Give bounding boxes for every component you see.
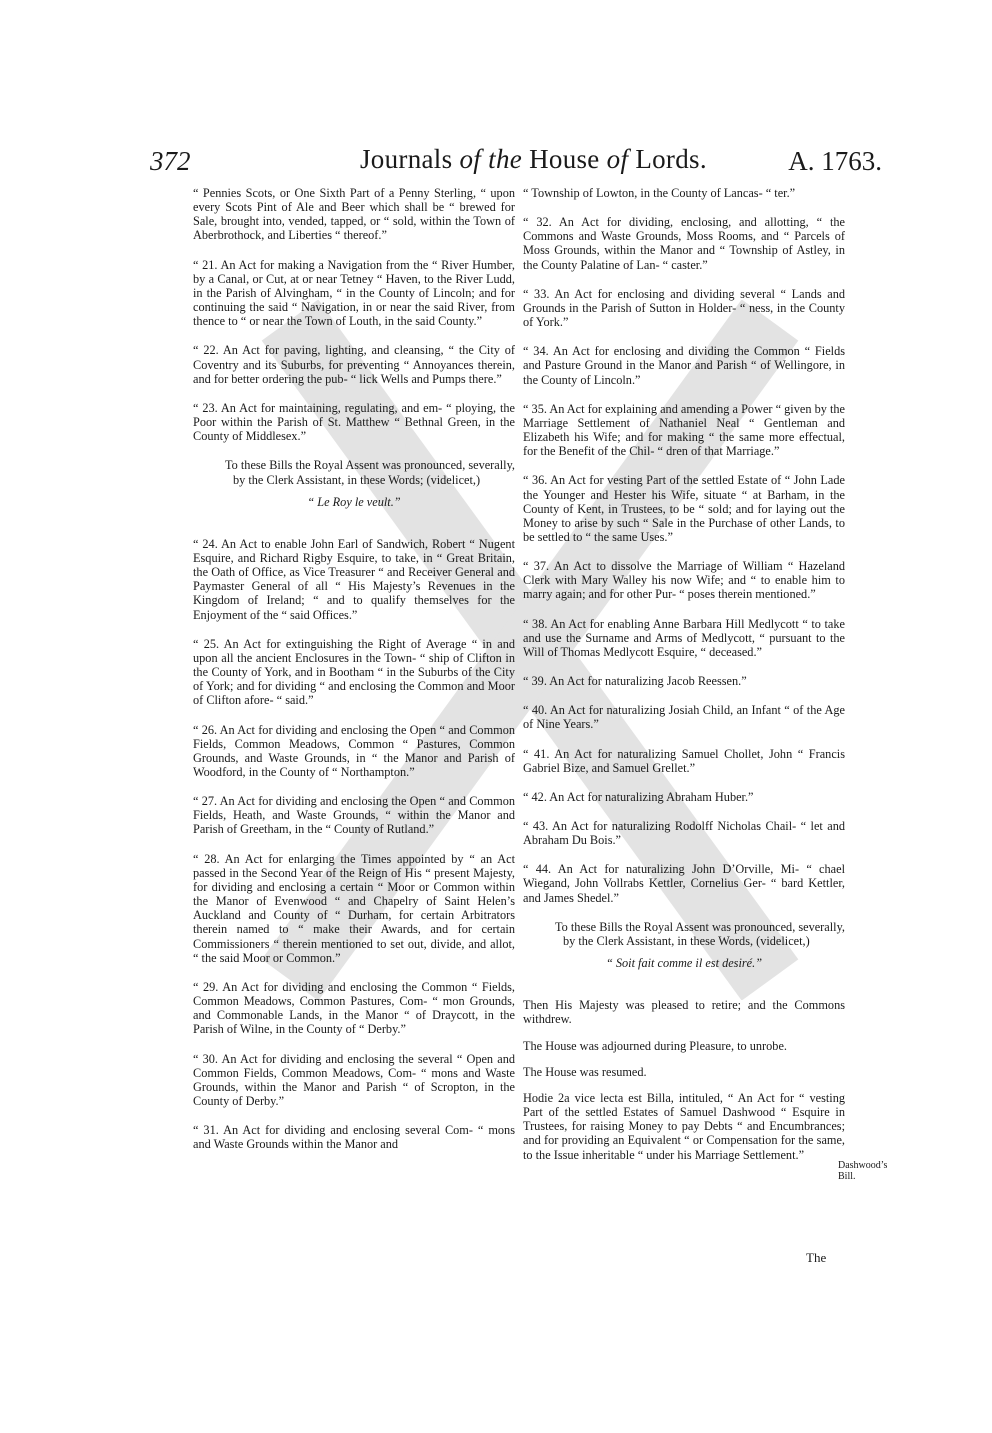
act-paragraph: “ 31. An Act for dividing and enclosing several Com- “ mons and Waste Grounds within the Manor and	[193, 1123, 515, 1152]
act-paragraph: “ 38. An Act for enabling Anne Barbara Hill Medlycott “ to take and use the Surname and Arms of Medlycott, “ pursuant to the Will of Thomas Medlycott Esquire, “ deceased.”	[523, 616, 845, 659]
left-column	[193, 186, 515, 1166]
marginal-note: Dashwood’s Bill.	[838, 1160, 888, 1182]
act-paragraph: “ 26. An Act for dividing and enclosing the Open “ and Common Fields, Common Meadows, Common “ Pastures, Common Grounds, and Waste Grounds, in “ the Manor and Parish of Woodford, in the County of “ Northampton.”	[193, 722, 515, 779]
act-paragraph: “ 42. An Act for naturalizing Abraham Huber.”	[523, 789, 754, 804]
proceedings-paragraph: The House was adjourned during Pleasure, to unrobe.	[523, 1038, 787, 1053]
page-header	[150, 140, 890, 190]
act-paragraph: “ 25. An Act for extinguishing the Right of Average “ in and upon all the ancient Enclosures in the Town- “ ship of Clifton in the County of York, and in Bootham “ in the Suburbs of the City of York; and for dividing “ and enclosing the Common and Moor of Clifton afore- “ said.”	[193, 636, 515, 708]
proceedings-paragraph: The House was resumed.	[523, 1064, 647, 1079]
act-paragraph: “ 22. An Act for paving, lighting, and cleansing, “ the City of Coventry and its Suburbs, for preventing “ Annoyances therein, and for better ordering the pub- “ lick Wells and Pumps there.”	[193, 343, 515, 386]
act-paragraph: “ 23. An Act for maintaining, regulating, and em- “ ploying, the Poor within the Parish of St. Matthew “ Bethnal Green, in the County of Middlesex.”	[193, 400, 515, 444]
act-paragraph: “ 35. An Act for explaining and amending a Power “ given by the Marriage Settlement of Nathaniel Neal “ Gentleman and Elizabeth his Wife; and for making “ the same more effectual, for the Benefit of the Chil- “ dren of that Marriage.”	[523, 401, 845, 459]
act-paragraph: “ 30. An Act for dividing and enclosing the several “ Open and Common Fields, Common Meadows, Com- “ mons and Waste Grounds, within the Manor and Parish “ of Scropton, in the County of Derby.”	[193, 1051, 515, 1108]
royal-assent-statement: To these Bills the Royal Assent was pronounced, severally, by the Clerk Assistant, in these Words, (videlicet,)	[555, 919, 845, 948]
act-paragraph: “ 44. An Act for naturalizing John D’Orville, Mi- “ chael Wiegand, John Vollrabs Kettler, Cornelius Ger- “ bard Kettler, and James Shedel.”	[523, 862, 845, 905]
act-paragraph: “ 21. An Act for making a Navigation from the “ River Humber, by a Canal, or Cut, at or near Tetney “ Haven, to the River Ludd, in the Parish of Alvingham, “ in the County of Lincoln; and for continuing the said “ Navigation, in or near the said River, from thence to “ or near the Town of Louth, in the said County.”	[193, 257, 515, 329]
act-paragraph: “ 33. An Act for enclosing and dividing several “ Lands and Grounds in the Parish of Sutton in Holder- “ ness, in the County of York.”	[523, 286, 845, 330]
act-paragraph: “ 37. An Act to dissolve the Marriage of William “ Hazeland Clerk with Mary Walley his now Wife; and “ to enable him to marry again; and for other Pur- “ poses therein mentioned.”	[523, 559, 845, 602]
year-label: A. 1763.	[788, 146, 882, 176]
running-title: Journals of the House of Lords.	[360, 144, 707, 174]
page-number: 372	[150, 146, 191, 176]
proceedings-paragraph: Then His Majesty was pleased to retire; and the Commons withdrew.	[523, 998, 845, 1027]
catchword: The	[806, 1250, 827, 1265]
act-paragraph: “ 32. An Act for dividing, enclosing, and allotting, “ the Commons and Waste Grounds, Moss Rooms, and “ Parcels of Moss Grounds, within the Manor and “ Township of Astley, in the County Palatine of Lan- “ caster.”	[523, 215, 845, 272]
act-paragraph: “ 27. An Act for dividing and enclosing the Open “ and Common Fields, Heath, and Waste Grounds, “ within the Manor and Parish of Greetham, in the “ County of Rutland.”	[193, 794, 515, 837]
act-paragraph: “ 43. An Act for naturalizing Rodolff Nicholas Chail- “ let and Abraham Du Bois.”	[523, 819, 845, 848]
act-paragraph: “ 41. An Act for naturalizing Samuel Chollet, John “ Francis Gabriel Bize, and Samuel Grellet.”	[523, 746, 845, 775]
act-paragraph: “ 28. An Act for enlarging the Times appointed by “ an Act passed in the Second Year of the Reign of His “ present Majesty, for dividing and enclosing a certain “ Moor or Common within the Manor of Evenwood “ and Chapelry of Saint Helen’s Auckland and County of “ Durham, for certain Arbitrators therein named to “ make their Awards, and for certain Commissioners “ therein mentioned to set out, divide, and allot, “ the said Moor or Common.”	[193, 851, 515, 965]
act-paragraph: “ 36. An Act for vesting Part of the settled Estate of “ John Lade the Younger and Hester his Wife, situate “ at Barham, in the County of Kent, in Trustees, to be “ sold; and for laying out the Money to arise by such “ Sale in the Purchase of other Lands, to be settled to “ the same Uses.”	[523, 473, 845, 544]
act-paragraph: “ 34. An Act for enclosing and dividing the Common “ Fields and Pasture Ground in the Manor and Parish “ of Wellingore, in the County of Lincoln.”	[523, 344, 845, 387]
act-paragraph: “ 24. An Act to enable John Earl of Sandwich, Robert “ Nugent Esquire, and Richard Rigby Esquire, to take, in “ Great Britain, the Oath of Office, as Vice Treasurer “ and Receiver General and Paymaster General of all “ His Majesty’s Revenues in the Kingdom of Ireland; “ and to qualify themselves for the Enjoyment of the “ said Offices.”	[193, 536, 515, 622]
royal-assent-formula: “ Soit fait comme il est desiré.”	[605, 956, 763, 971]
act-paragraph: “ 39. An Act for naturalizing Jacob Reessen.”	[523, 674, 747, 689]
act-paragraph: “ Pennies Scots, or One Sixth Part of a Penny Sterling, “ upon every Scots Pint of Ale and Beer which shall be “ brewed for Sale, brought into, vended, tapped, or “ sold, within the Town of Aberbrothock, and Liberties “ thereof.”	[193, 186, 515, 243]
royal-assent-statement: To these Bills the Royal Assent was pronounced, severally, by the Clerk Assistant, in these Words; (videlicet,)	[225, 458, 515, 487]
royal-assent-formula: “ Le Roy le veult.”	[307, 494, 401, 509]
right-column	[523, 186, 845, 1177]
act-paragraph: “ Township of Lowton, in the County of Lancas- “ ter.”	[523, 186, 796, 200]
act-paragraph: “ 40. An Act for naturalizing Josiah Child, an Infant “ of the Age of Nine Years.”	[523, 703, 845, 732]
act-paragraph: “ 29. An Act for dividing and enclosing the Common “ Fields, Common Meadows, Common Pastures, Com- “ mon Grounds, and Commonable Lands, in the Manor “ of Draycott, in the Parish of Wilne, in the County of “ Derby.”	[193, 979, 515, 1037]
bill-reading-paragraph: Hodie 2a vice lecta est Billa, intituled, “ An Act for “ vesting Part of the settled Estates of Samuel Dashwood “ Esquire in Trustees, for raising Money to pay Debts “ and Encumbrances; and for providing an Equivalent “ or Compensation for the same, to the Issue inheritable “ under his Marriage Settlement.”	[523, 1090, 845, 1162]
